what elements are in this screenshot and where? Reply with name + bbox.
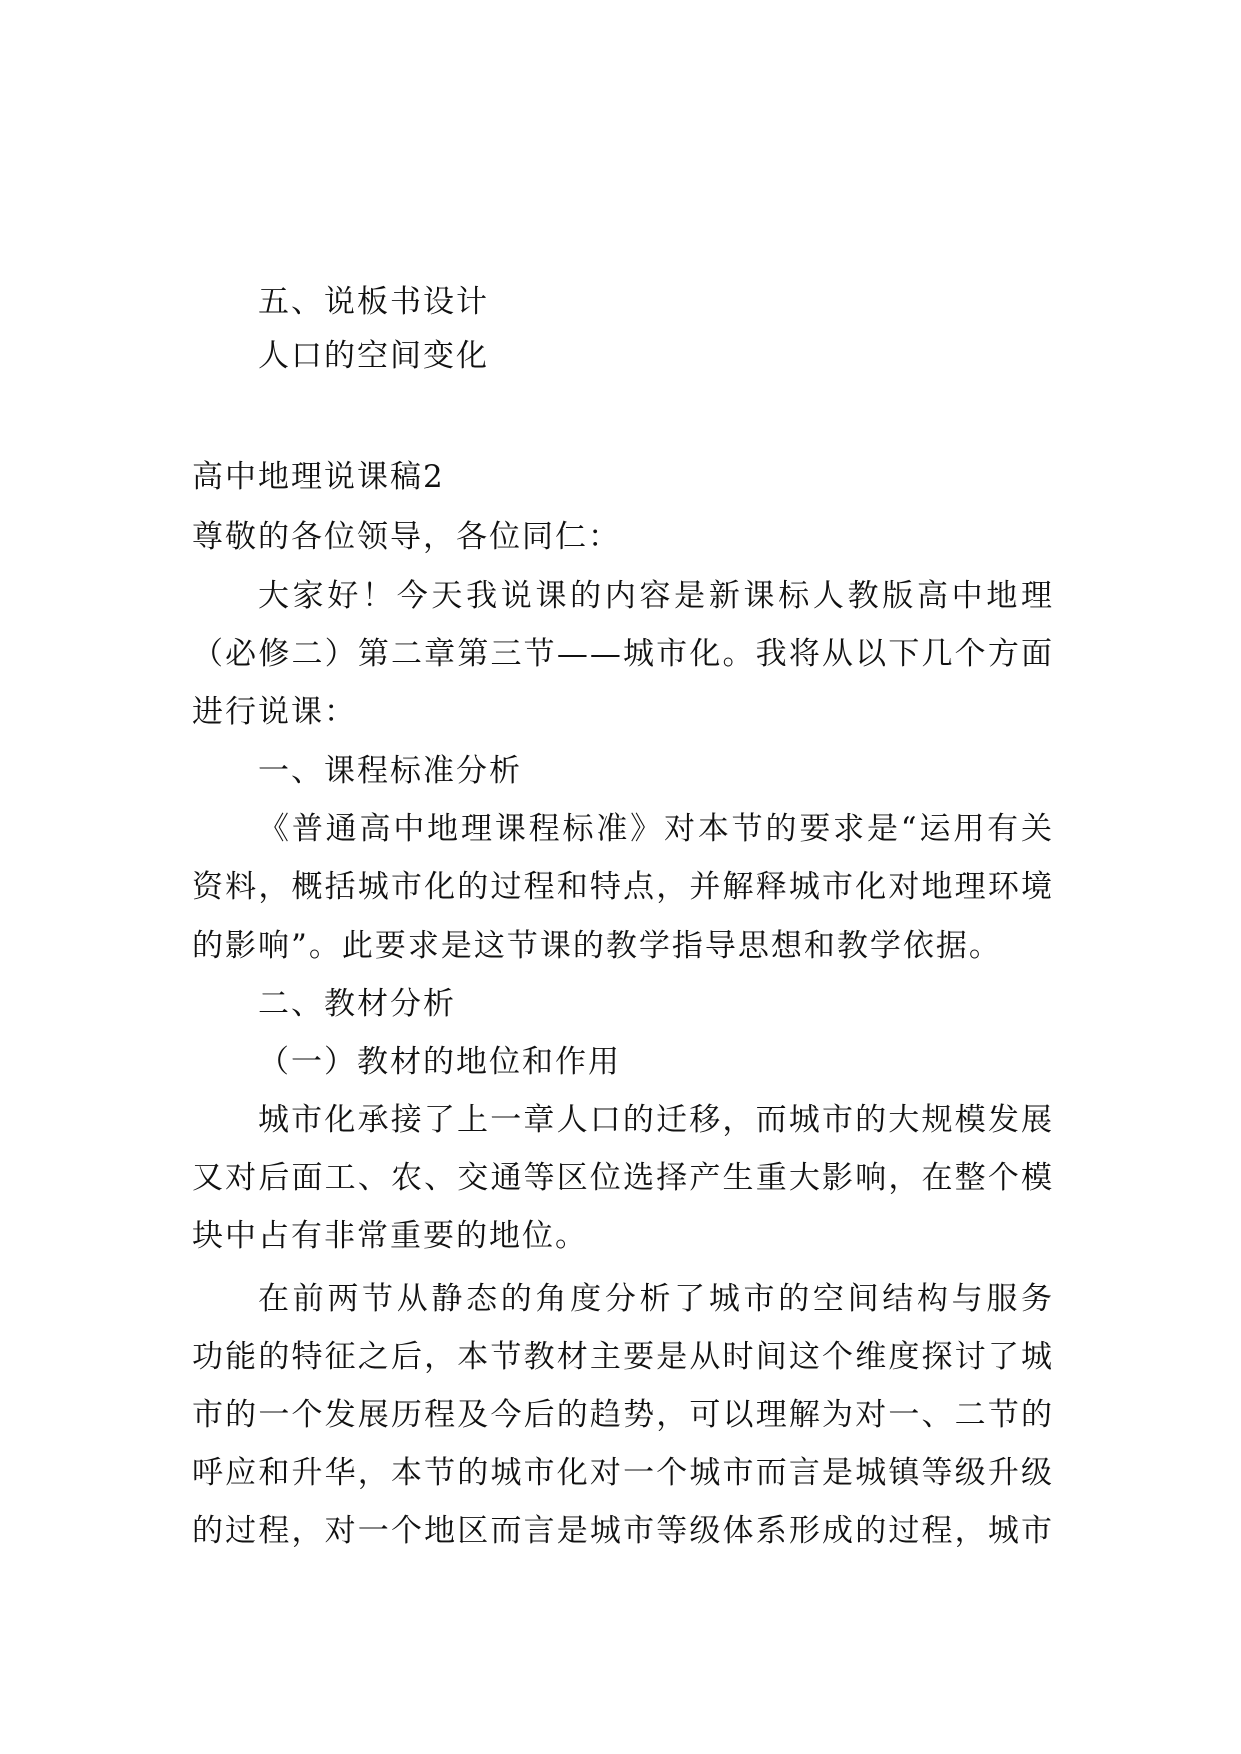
paragraph-line: 功能的特征之后，本节教材主要是从时间这个维度探讨了城 (192, 1339, 1054, 1375)
section-heading-curriculum: 一、课程标准分析 (258, 753, 522, 789)
section-heading-board-design: 五、说板书设计 (258, 284, 489, 320)
paragraph-line: 的影响”。此要求是这节课的教学指导思想和教学依据。 (192, 928, 1002, 964)
paragraph-line: 市的一个发展历程及今后的趋势，可以理解为对一、二节的 (192, 1397, 1054, 1433)
paragraph-line: 城市化承接了上一章人口的迁移，而城市的大规模发展 (258, 1102, 1054, 1138)
paragraph-line: 《普通高中地理课程标准》对本节的要求是“运用有关 (258, 811, 1054, 847)
paragraph-line: 大家好！今天我说课的内容是新课标人教版高中地理 (258, 578, 1054, 614)
paragraph-line: 块中占有非常重要的地位。 (192, 1218, 588, 1254)
paragraph-line: 呼应和升华，本节的城市化对一个城市而言是城镇等级升级 (192, 1455, 1054, 1491)
paragraph-line: （必修二）第二章第三节——城市化。我将从以下几个方面 (192, 636, 1054, 672)
paragraph-line: 的过程，对一个地区而言是城市等级体系形成的过程，城市 (192, 1513, 1054, 1549)
paragraph-line: 在前两节从静态的角度分析了城市的空间结构与服务 (258, 1281, 1054, 1317)
paragraph-line: 进行说课： (192, 694, 357, 730)
salutation: 尊敬的各位领导，各位同仁： (192, 519, 621, 555)
paragraph-line: 又对后面工、农、交通等区位选择产生重大影响，在整个模 (192, 1160, 1054, 1196)
board-title: 人口的空间变化 (258, 338, 489, 374)
section-heading-textbook: 二、教材分析 (258, 986, 456, 1022)
paragraph-line: 资料，概括城市化的过程和特点，并解释城市化对地理环境 (192, 869, 1054, 905)
subsection-heading: （一）教材的地位和作用 (258, 1044, 621, 1080)
document-title: 高中地理说课稿2 (192, 459, 445, 495)
